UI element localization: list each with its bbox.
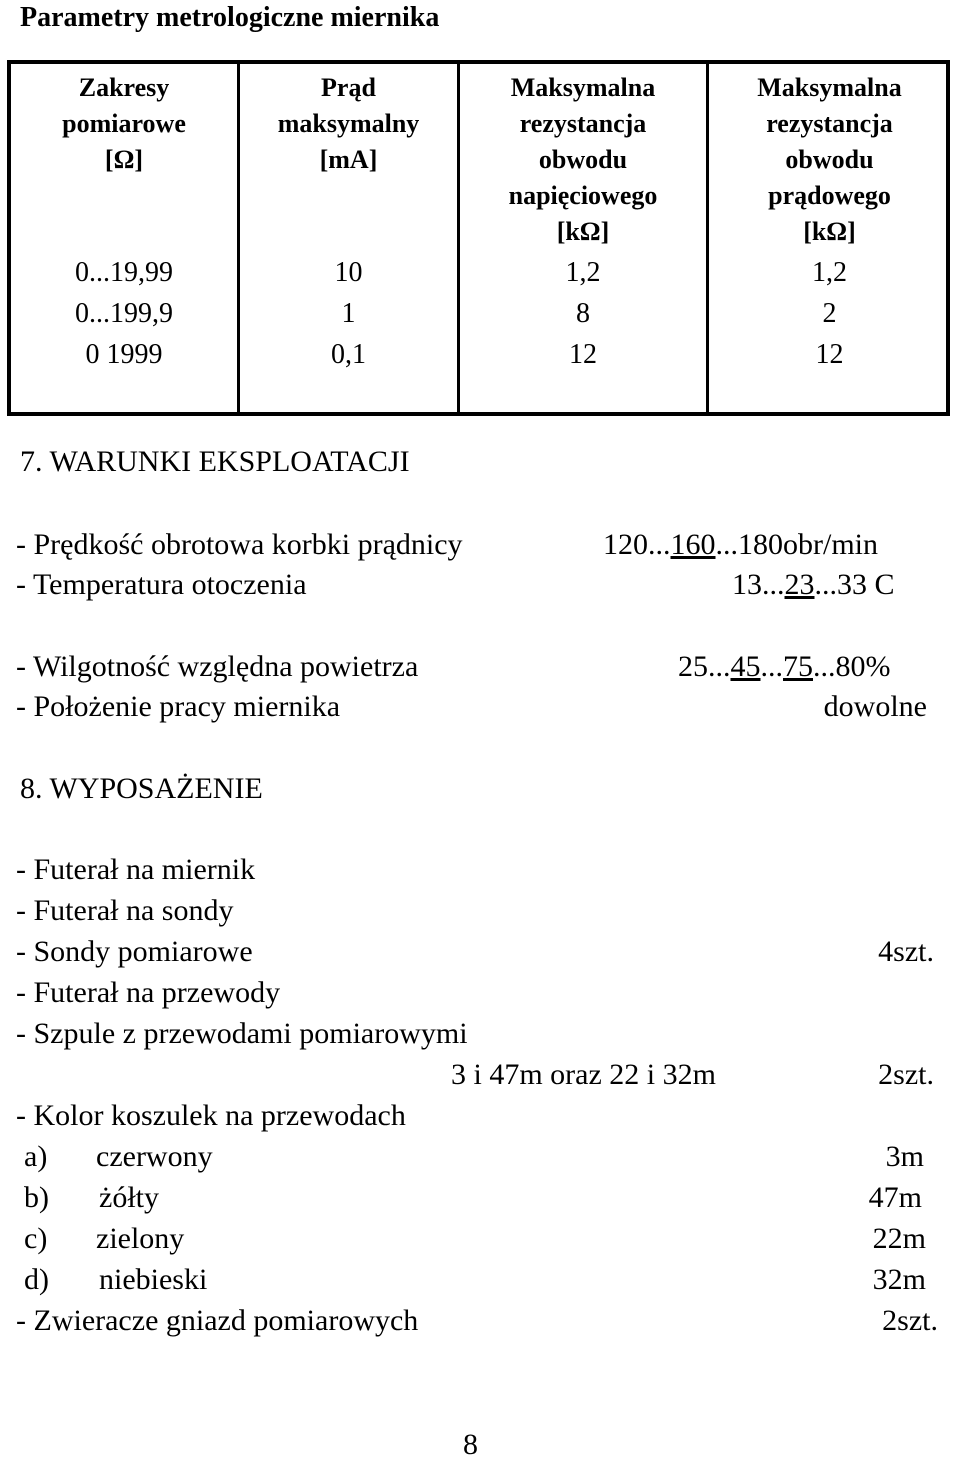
equipment-item: - Kolor koszulek na przewodach <box>16 1099 406 1132</box>
color-name: żółty <box>99 1181 159 1214</box>
header-line: obwodu <box>538 145 628 174</box>
equipment-quantity: 4szt. <box>878 935 934 968</box>
col-voltage-resistance <box>460 252 706 375</box>
table-cell: 1,2 <box>565 257 601 288</box>
equipment-item: - Futerał na sondy <box>16 894 234 927</box>
header-line: rezystancja <box>766 109 893 138</box>
value-nominal: 23 <box>784 568 815 601</box>
equipment-item: - Futerał na miernik <box>16 853 256 886</box>
equipment-item: - Sondy pomiarowe <box>16 935 253 968</box>
value-part: ... <box>760 650 783 683</box>
condition-label: - Wilgotność względna powietrza <box>16 650 419 683</box>
value-nominal: 45 <box>730 650 761 683</box>
equipment-item: - Zwieracze gniazd pomiarowych <box>16 1304 419 1337</box>
table-cell: 0...199,9 <box>75 298 173 329</box>
value-part: 13... <box>732 568 785 601</box>
col-current-resistance <box>709 252 950 375</box>
table-cell: 1,2 <box>812 257 847 288</box>
condition-value: dowolne <box>823 690 927 723</box>
color-letter: c) <box>24 1222 48 1255</box>
table-cell: 12 <box>569 339 597 370</box>
equipment-quantity: 2szt. <box>882 1304 938 1337</box>
page-number: 8 <box>463 1428 478 1461</box>
header-line: Maksymalna <box>510 73 656 102</box>
value-part: ...80% <box>813 650 891 683</box>
value-nominal: 160 <box>670 528 716 561</box>
page-title: Parametry metrologiczne miernika <box>20 2 440 33</box>
section8-heading: 8. WYPOSAŻENIE <box>20 772 263 805</box>
header-line: maksymalny <box>277 109 420 138</box>
col-ranges <box>11 252 237 375</box>
header-line: Zakresy <box>78 73 170 102</box>
color-letter: b) <box>24 1181 49 1214</box>
header-current <box>240 70 457 178</box>
color-length: 47m <box>868 1181 922 1214</box>
condition-label: - Położenie pracy miernika <box>16 690 341 723</box>
equipment-subitem: 3 i 47m oraz 22 i 32m <box>451 1058 716 1091</box>
table-cell: 2 <box>822 298 837 329</box>
table-cell: 10 <box>334 257 363 288</box>
color-name: zielony <box>96 1222 185 1255</box>
value-part: 25... <box>678 650 731 683</box>
metrology-table <box>7 60 950 416</box>
condition-value <box>678 650 891 684</box>
header-line: [mA] <box>319 145 378 174</box>
table-cell: 0 1999 <box>85 339 163 370</box>
header-line: napięciowego <box>508 181 658 210</box>
header-line: Maksymalna <box>757 73 902 102</box>
condition-label: - Prędkość obrotowa korbki prądnicy <box>16 528 463 561</box>
value-part: 120... <box>603 528 671 561</box>
condition-label: - Temperatura otoczenia <box>16 568 307 601</box>
color-letter: d) <box>24 1263 49 1296</box>
value-part: ...180obr/min <box>715 528 878 561</box>
table-cell: 12 <box>815 339 844 370</box>
header-line: [Ω] <box>104 145 144 174</box>
header-current-resistance <box>709 70 950 250</box>
color-length: 32m <box>872 1263 926 1296</box>
equipment-item: - Futerał na przewody <box>16 976 281 1009</box>
color-length: 3m <box>885 1140 924 1173</box>
header-line: rezystancja <box>519 109 647 138</box>
header-line: obwodu <box>785 145 874 174</box>
table-cell: 1 <box>341 298 356 329</box>
condition-value <box>603 528 878 562</box>
header-voltage-resistance <box>460 70 706 250</box>
col-current <box>240 252 457 375</box>
header-line: Prąd <box>321 73 376 102</box>
value-nominal: 75 <box>783 650 813 683</box>
color-name: czerwony <box>96 1140 213 1173</box>
condition-value <box>732 568 895 602</box>
header-ranges <box>11 70 237 178</box>
header-line: [kΩ] <box>803 217 856 246</box>
header-line: pomiarowe <box>62 109 186 138</box>
table-cell: 0...19,99 <box>75 257 173 288</box>
header-line: prądowego <box>768 181 891 210</box>
color-letter: a) <box>24 1140 48 1173</box>
header-line: [kΩ] <box>556 217 610 246</box>
equipment-quantity: 2szt. <box>878 1058 934 1091</box>
equipment-item: - Szpule z przewodami pomiarowymi <box>16 1017 468 1050</box>
section7-heading: 7. WARUNKI EKSPLOATACJI <box>20 445 410 478</box>
color-length: 22m <box>872 1222 926 1255</box>
value-part: ...33 C <box>814 568 895 601</box>
color-name: niebieski <box>99 1263 208 1296</box>
table-cell: 8 <box>576 298 590 329</box>
table-cell: 0,1 <box>331 339 366 370</box>
